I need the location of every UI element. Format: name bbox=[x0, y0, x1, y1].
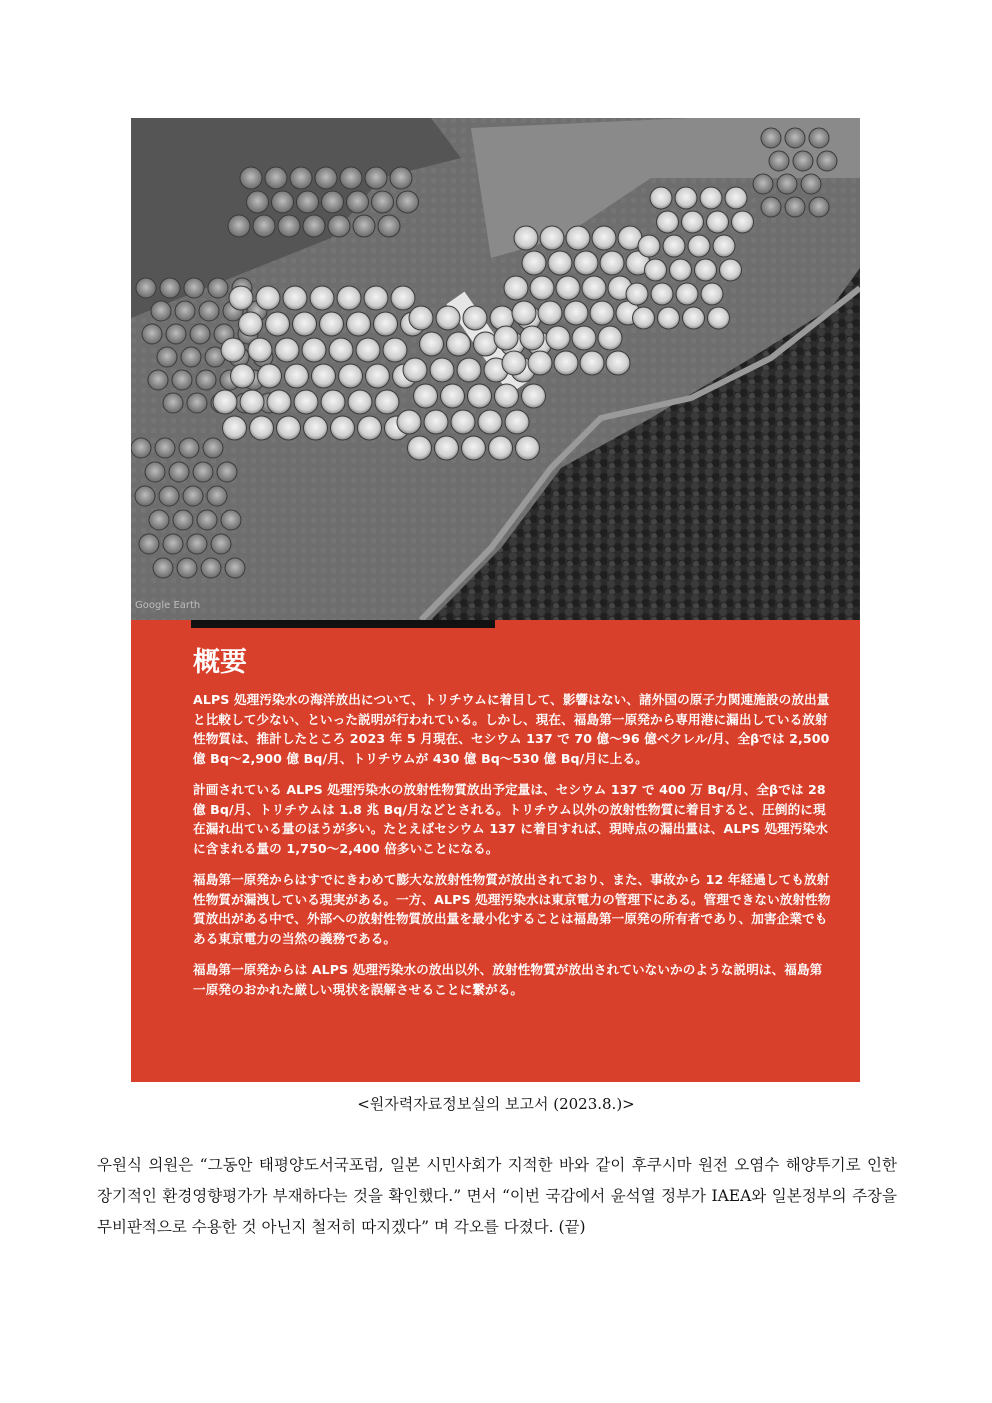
storage-tank bbox=[378, 215, 400, 237]
storage-tank bbox=[592, 226, 616, 250]
storage-tank bbox=[435, 436, 459, 460]
storage-tank bbox=[657, 211, 679, 233]
storage-tank bbox=[239, 312, 263, 336]
storage-tank bbox=[663, 235, 685, 257]
accent-bar bbox=[191, 620, 495, 628]
storage-tank bbox=[658, 307, 680, 329]
storage-tank bbox=[297, 191, 319, 213]
storage-tank bbox=[606, 351, 630, 375]
storage-tank bbox=[181, 347, 201, 367]
storage-tank bbox=[283, 286, 307, 310]
storage-tank bbox=[514, 226, 538, 250]
storage-tank bbox=[184, 278, 204, 298]
storage-tank bbox=[785, 197, 805, 217]
storage-tank bbox=[275, 338, 299, 362]
storage-tank bbox=[701, 283, 723, 305]
storage-tank bbox=[293, 312, 317, 336]
storage-tank bbox=[390, 167, 412, 189]
storage-tank bbox=[153, 558, 173, 578]
storage-tank bbox=[713, 235, 735, 257]
storage-tank bbox=[633, 307, 655, 329]
storage-tank bbox=[414, 384, 438, 408]
storage-tank bbox=[169, 462, 189, 482]
storage-tank bbox=[375, 390, 399, 414]
storage-tank bbox=[201, 558, 221, 578]
storage-tank bbox=[683, 307, 705, 329]
storage-tank bbox=[753, 174, 773, 194]
report-figure bbox=[131, 118, 860, 1082]
storage-tank bbox=[793, 151, 813, 171]
storage-tank bbox=[574, 251, 598, 275]
storage-tank bbox=[221, 510, 241, 530]
figure-caption: <원자력자료정보실의 보고서 (2023.8.)> bbox=[357, 1095, 635, 1113]
storage-tank bbox=[294, 390, 318, 414]
storage-tank bbox=[462, 436, 486, 460]
image-watermark: Google Earth bbox=[135, 600, 201, 611]
storage-tank bbox=[315, 167, 337, 189]
storage-tank bbox=[321, 390, 345, 414]
storage-tank bbox=[149, 510, 169, 530]
storage-tank bbox=[809, 128, 829, 148]
storage-tank bbox=[310, 286, 334, 310]
storage-tank bbox=[145, 462, 165, 482]
storage-tank bbox=[761, 197, 781, 217]
storage-tank bbox=[720, 259, 742, 281]
storage-tank bbox=[374, 312, 398, 336]
storage-tank bbox=[397, 410, 421, 434]
storage-tank bbox=[366, 364, 390, 388]
storage-tank bbox=[502, 351, 526, 375]
storage-tank bbox=[328, 215, 350, 237]
summary-section bbox=[193, 646, 833, 1011]
storage-tank bbox=[516, 436, 540, 460]
summary-title: 概要 bbox=[193, 647, 247, 678]
storage-tank bbox=[187, 534, 207, 554]
storage-tank bbox=[564, 301, 588, 325]
storage-tank bbox=[725, 187, 747, 209]
storage-tank bbox=[303, 215, 325, 237]
storage-tank bbox=[265, 167, 287, 189]
storage-tank bbox=[546, 326, 570, 350]
storage-tank bbox=[626, 283, 648, 305]
storage-tank bbox=[151, 301, 171, 321]
storage-tank bbox=[339, 364, 363, 388]
storage-tank bbox=[364, 286, 388, 310]
storage-tank bbox=[522, 251, 546, 275]
aerial-photo-graphic bbox=[131, 118, 860, 620]
summary-paragraph-2: 計画されている ALPS 処理汚染水の放射性物質放出予定量は、セシウム 137 で 400 万 Bq/月、全βでは 28 億 Bq/月、トリチウムは 1.8 兆 Bq/月などとされる。トリチウム以外の放射性物質に着目すると、圧倒的に現在漏れ出ている量のほうが多い。たとえばセシウム 137 に着目すれば、現時点の漏出量は、ALPS 処理汚染水に含まれる量の 1,750～2,400 倍多いことになる。 bbox=[193, 782, 828, 856]
storage-tank bbox=[695, 259, 717, 281]
storage-tank bbox=[196, 370, 216, 390]
summary-paragraph-4: 福島第一原発からは ALPS 処理汚染水の放出以外、放射性物質が放出されていないかのような説明は、福島第一原発のおかれた厳しい現状を誤解させることに繋がる。 bbox=[193, 962, 823, 997]
storage-tank bbox=[248, 338, 272, 362]
storage-tank bbox=[522, 384, 546, 408]
storage-tank bbox=[285, 364, 309, 388]
storage-tank bbox=[155, 438, 175, 458]
storage-tank bbox=[207, 486, 227, 506]
storage-tank bbox=[676, 283, 698, 305]
storage-tank bbox=[228, 215, 250, 237]
storage-tank bbox=[817, 151, 837, 171]
storage-tank bbox=[777, 174, 797, 194]
storage-tank bbox=[304, 416, 328, 440]
storage-tank bbox=[211, 534, 231, 554]
storage-tank bbox=[340, 167, 362, 189]
storage-tank bbox=[582, 276, 606, 300]
storage-tank bbox=[409, 306, 433, 330]
storage-tank bbox=[272, 191, 294, 213]
storage-tank bbox=[240, 390, 264, 414]
storage-tank bbox=[278, 215, 300, 237]
storage-tank bbox=[157, 347, 177, 367]
storage-tank bbox=[512, 301, 536, 325]
storage-tank bbox=[250, 416, 274, 440]
storage-tank bbox=[190, 324, 210, 344]
storage-tank bbox=[809, 197, 829, 217]
storage-tank bbox=[347, 312, 371, 336]
storage-tank bbox=[505, 410, 529, 434]
storage-tank bbox=[520, 326, 544, 350]
storage-tank bbox=[530, 276, 554, 300]
storage-tank bbox=[451, 410, 475, 434]
storage-tank bbox=[494, 326, 518, 350]
storage-tank bbox=[173, 510, 193, 530]
storage-tank bbox=[163, 393, 183, 413]
storage-tank bbox=[403, 358, 427, 382]
storage-tank bbox=[148, 370, 168, 390]
storage-tank bbox=[331, 416, 355, 440]
storage-tank bbox=[253, 215, 275, 237]
storage-tank bbox=[436, 306, 460, 330]
storage-tank bbox=[598, 326, 622, 350]
storage-tank bbox=[348, 390, 372, 414]
storage-tank bbox=[430, 358, 454, 382]
storage-tank bbox=[179, 438, 199, 458]
storage-tank bbox=[769, 151, 789, 171]
storage-tank bbox=[638, 235, 660, 257]
storage-tank bbox=[290, 167, 312, 189]
storage-tank bbox=[556, 276, 580, 300]
storage-tank bbox=[193, 462, 213, 482]
storage-tank bbox=[240, 167, 262, 189]
storage-tank bbox=[358, 416, 382, 440]
storage-tank bbox=[651, 283, 673, 305]
storage-tank bbox=[258, 364, 282, 388]
storage-tank bbox=[441, 384, 465, 408]
storage-tank bbox=[337, 286, 361, 310]
summary-paragraph-3: 福島第一原発からはすでにきわめて膨大な放射性物質が放出されており、また、事故から 12 年経過しても放射性物質が漏洩している現実がある。一方、ALPS 処理汚染水は東京電力の管理下にある。管理できない放射性物質放出がある中で、外部への放射性物質放出量を最小化することは福島第一原発の所有者であり、加害企業でもある東京電力の当然の義務である。 bbox=[193, 872, 831, 946]
storage-tank bbox=[247, 191, 269, 213]
storage-tank bbox=[197, 510, 217, 530]
storage-tank bbox=[670, 259, 692, 281]
storage-tank bbox=[203, 438, 223, 458]
storage-tank bbox=[312, 364, 336, 388]
storage-tank bbox=[221, 338, 245, 362]
storage-tank bbox=[528, 351, 552, 375]
storage-tank bbox=[136, 278, 156, 298]
storage-tank bbox=[229, 286, 253, 310]
storage-tank bbox=[353, 215, 375, 237]
storage-tank bbox=[540, 226, 564, 250]
storage-tank bbox=[548, 251, 572, 275]
storage-tank bbox=[365, 167, 387, 189]
storage-tank bbox=[650, 187, 672, 209]
storage-tank bbox=[139, 534, 159, 554]
storage-tank bbox=[463, 306, 487, 330]
storage-tank bbox=[707, 211, 729, 233]
storage-tank bbox=[688, 235, 710, 257]
storage-tank bbox=[172, 370, 192, 390]
storage-tank bbox=[256, 286, 280, 310]
storage-tank bbox=[675, 187, 697, 209]
storage-tank bbox=[383, 338, 407, 362]
storage-tank bbox=[457, 358, 481, 382]
storage-tank bbox=[177, 558, 197, 578]
storage-tank bbox=[142, 324, 162, 344]
storage-tank bbox=[277, 416, 301, 440]
storage-tank bbox=[645, 259, 667, 281]
storage-tank bbox=[166, 324, 186, 344]
storage-tank bbox=[231, 364, 255, 388]
storage-tank bbox=[478, 410, 502, 434]
storage-tank bbox=[580, 351, 604, 375]
storage-tank bbox=[420, 332, 444, 356]
aerial-photo-tank-farm bbox=[131, 118, 860, 620]
storage-tank bbox=[489, 436, 513, 460]
storage-tank bbox=[554, 351, 578, 375]
storage-tank bbox=[732, 211, 754, 233]
body-paragraph: 우원식 의원은 “그동안 태평양도서국포럼, 일본 시민사회가 지적한 바와 같이 후쿠시마 원전 오염수 해양투기로 인한 장기적인 환경영향평가가 부재하다는 것을 확인했다.” 면서 “이번 국감에서 윤석열 정부가 IAEA와 일본정부의 주장을 무비판적으로 수용한 것 아닌지 철저히 따지겠다” 며 각오를 다졌다. (끝) bbox=[97, 1156, 897, 1236]
storage-tank bbox=[356, 338, 380, 362]
storage-tank bbox=[566, 226, 590, 250]
storage-tank bbox=[590, 301, 614, 325]
storage-tank bbox=[266, 312, 290, 336]
storage-tank bbox=[447, 332, 471, 356]
storage-tank bbox=[163, 534, 183, 554]
storage-tank bbox=[785, 128, 805, 148]
storage-tank bbox=[208, 278, 228, 298]
storage-tank bbox=[682, 211, 704, 233]
storage-tank bbox=[175, 301, 195, 321]
storage-tank bbox=[600, 251, 624, 275]
storage-tank bbox=[504, 276, 528, 300]
storage-tank bbox=[159, 486, 179, 506]
storage-tank bbox=[183, 486, 203, 506]
storage-tank bbox=[761, 128, 781, 148]
storage-tank bbox=[495, 384, 519, 408]
storage-tank bbox=[424, 410, 448, 434]
storage-tank bbox=[572, 326, 596, 350]
storage-tank bbox=[199, 301, 219, 321]
storage-tank bbox=[391, 286, 415, 310]
storage-tank bbox=[223, 416, 247, 440]
storage-tank bbox=[217, 462, 237, 482]
storage-tank bbox=[329, 338, 353, 362]
storage-tank bbox=[468, 384, 492, 408]
summary-paragraph-1: ALPS 処理汚染水の海洋放出について、トリチウムに着目して、影響はない、諸外国の原子力関連施設の放出量と比較して少ない、といった説明が行われている。しかし、現在、福島第一原発から専用港に漏出している放射性物質は、推計したところ 2023 年 5 月現在、セシウム 137 で 70 億～96 億ベクレル/月、全βでは 2,500 億 Bq～2,900 億 Bq/月、トリチウムが 430 億 Bq～530 億 Bq/月に上る。 bbox=[193, 692, 830, 766]
storage-tank bbox=[322, 191, 344, 213]
storage-tank bbox=[408, 436, 432, 460]
storage-tank bbox=[538, 301, 562, 325]
storage-tank bbox=[267, 390, 291, 414]
storage-tank bbox=[708, 307, 730, 329]
storage-tank bbox=[700, 187, 722, 209]
storage-tank bbox=[160, 278, 180, 298]
storage-tank bbox=[320, 312, 344, 336]
storage-tank bbox=[302, 338, 326, 362]
storage-tank bbox=[131, 438, 151, 458]
storage-tank bbox=[135, 486, 155, 506]
storage-tank bbox=[187, 393, 207, 413]
storage-tank bbox=[213, 390, 237, 414]
storage-tank bbox=[372, 191, 394, 213]
storage-tank bbox=[347, 191, 369, 213]
storage-tank bbox=[397, 191, 419, 213]
storage-tank bbox=[225, 558, 245, 578]
storage-tank bbox=[801, 174, 821, 194]
